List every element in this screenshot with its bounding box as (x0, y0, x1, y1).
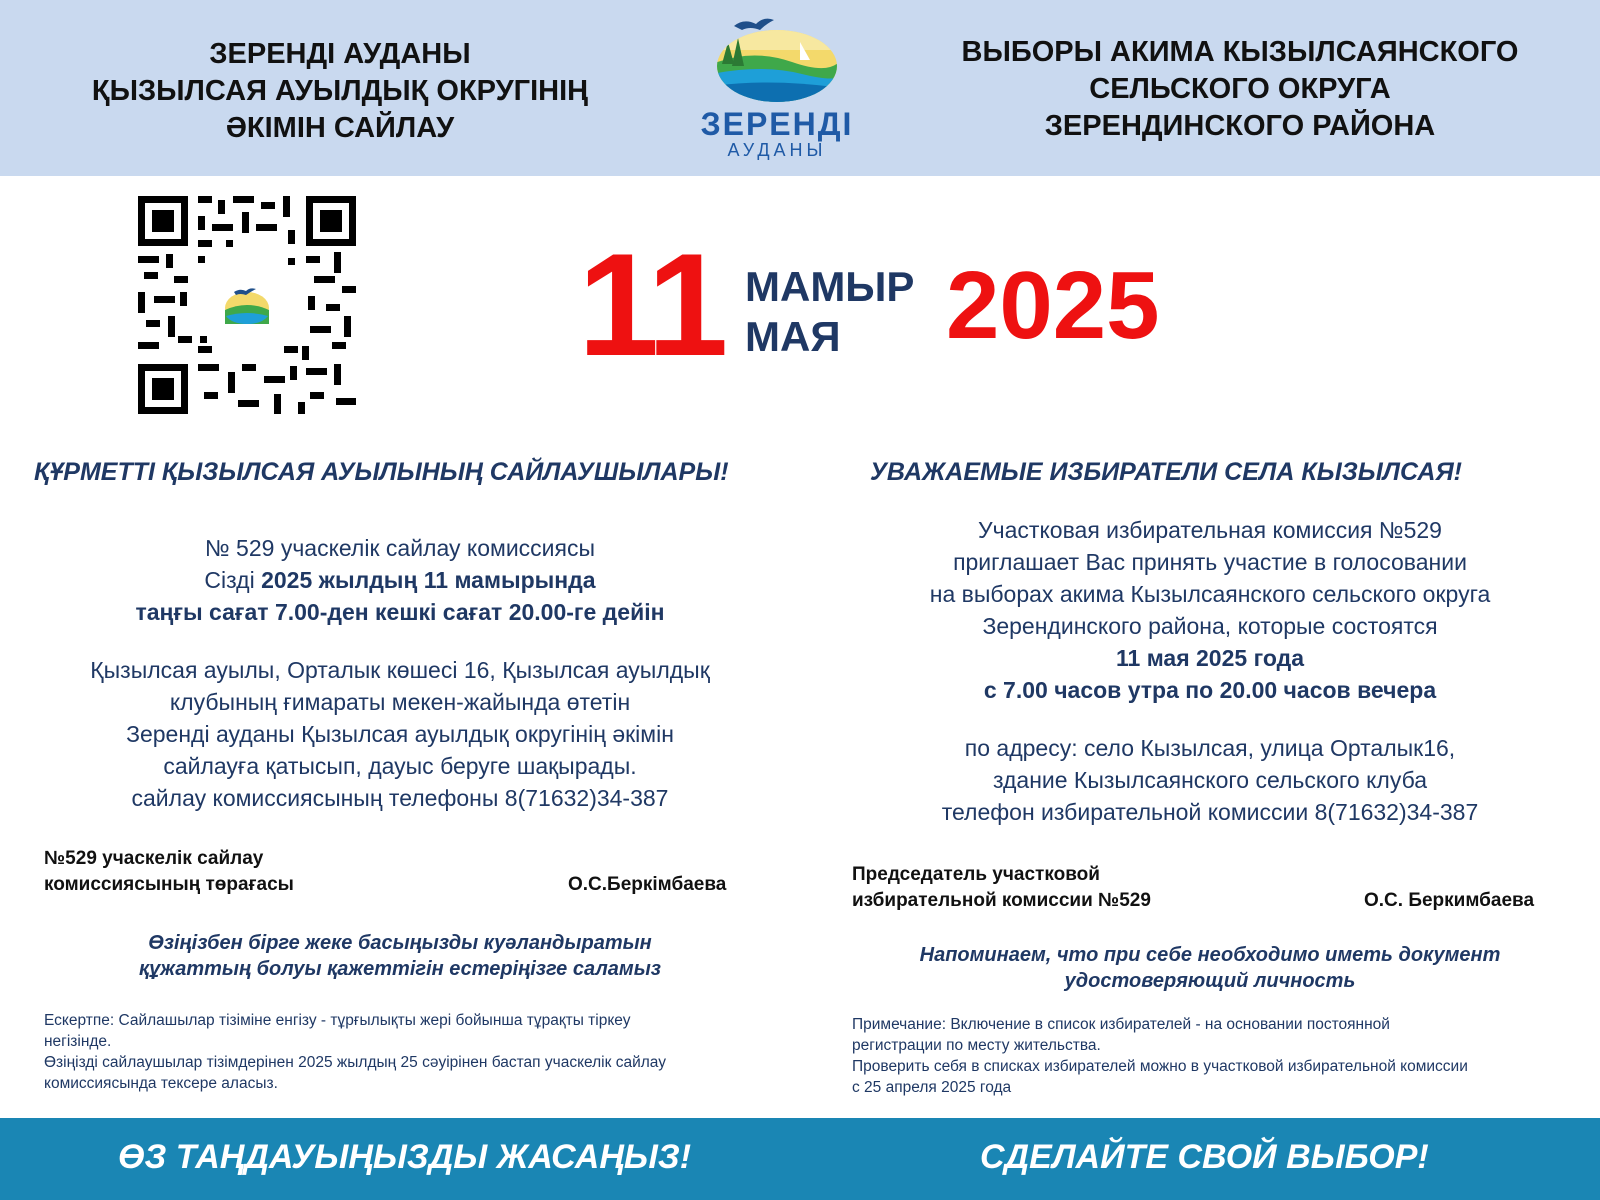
logo-word: ЗЕРЕНДІ (700, 106, 854, 142)
ru-note-line: Проверить себя в списках избирателей можно в участковой избирательной комиссии (852, 1058, 1468, 1075)
kz-invite-line: № 529 учаскелік сайлау комиссиясы (204, 535, 596, 561)
kz-note (44, 1010, 784, 1094)
logo-emblem-icon (682, 8, 872, 108)
header-band (0, 0, 1600, 176)
kz-invite-pre: Сізді (204, 567, 262, 593)
qr-code-icon[interactable] (138, 196, 356, 414)
kz-title: ҚҰРМЕТТІ ҚЫЗЫЛСАЯ АУЫЛЫНЫҢ САЙЛАУШЫЛАРЫ! (34, 458, 729, 486)
election-day: 11 (578, 223, 725, 386)
ru-title: УВАЖАЕМЫЕ ИЗБИРАТЕЛИ СЕЛА КЫЗЫЛСАЯ! (870, 458, 1463, 486)
kz-address-line: сайлау комиссиясының телефоны 8(71632)34-387 (131, 785, 669, 811)
kz-invite-line (20, 564, 780, 596)
ru-note-line: с 25 апреля 2025 года (852, 1079, 1012, 1096)
kz-note-line: Ескертпе: Сайлашылар тізіміне енгізу - тұрғылықты жері бойынша тұрақты тіркеу (44, 1012, 631, 1029)
kz-signature-line: комиссиясының төрағасы (44, 874, 294, 895)
ru-reminder (850, 942, 1570, 994)
ru-invite-line: Зерендинского района, которые состоятся (982, 613, 1438, 639)
kz-note-line: негізінде. (44, 1033, 112, 1050)
district-logo (682, 8, 872, 158)
header-ru-line: ЗЕРЕНДИНСКОГО РАЙОНА (1044, 110, 1436, 142)
kz-note-line: Өзіңізді сайлаушылар тізімдерінен 2025 жылдың 25 сәуірінен бастап учаскелік сайлау (44, 1054, 666, 1071)
ru-invite-time-text: с 7.00 часов утра по 20.00 часов вечера (983, 677, 1437, 703)
ru-note-line: регистрации по месту жительства. (852, 1037, 1101, 1054)
ru-signature-line: Председатель участковой (852, 864, 1100, 885)
ru-reminder-line: Напоминаем, что при себе необходимо иметь документ (919, 944, 1501, 966)
logo-sub: АУДАНЫ (727, 140, 827, 160)
ru-note (852, 1014, 1592, 1098)
ru-chair-name: О.С. Беркимбаева (1364, 890, 1535, 911)
header-kz-line: ҚЫЗЫЛСАЯ АУЫЛДЫҚ ОКРУГІНІҢ (91, 75, 589, 107)
kz-signature-line: №529 учаскелік сайлау (44, 848, 264, 869)
kz-invitation (20, 532, 780, 628)
ru-invite-time (850, 674, 1570, 706)
ru-invite-line: на выборах акима Кызылсаянского сельского округа (929, 581, 1491, 607)
kz-reminder-line: Өзіңізбен бірге жеке басыңызды куәландыратын (148, 932, 652, 954)
election-month (745, 262, 914, 362)
kz-note-line: комиссиясында тексере аласыз. (44, 1075, 278, 1092)
kz-address-line: клубының ғимараты мекен-жайында өтетін (169, 689, 631, 715)
kz-address-line: сайлауға қатысып, дауыс беруге шақырады. (163, 753, 637, 779)
kz-invite-date: 2025 жылдың 11 мамырында (261, 567, 596, 593)
ru-address (850, 732, 1570, 828)
kz-signature (44, 846, 294, 898)
footer-slogan-kz: ӨЗ ТАҢДАУЫҢЫЗДЫ ЖАСАҢЫЗ! (118, 1138, 692, 1176)
header-ru-line: СЕЛЬСКОГО ОКРУГА (1089, 73, 1391, 105)
header-title-kz (40, 36, 640, 147)
kz-address (20, 654, 780, 814)
ru-invite-date (850, 642, 1570, 674)
ru-invitation (850, 514, 1570, 706)
kz-chair-name: О.С.Беркімбаева (568, 874, 727, 895)
month-kz: МАМЫР (745, 263, 915, 310)
ru-signature-line: избирательной комиссии №529 (852, 890, 1151, 911)
election-year: 2025 (946, 252, 1160, 359)
ru-signature (852, 862, 1151, 914)
ru-reminder-line: удостоверяющий личность (1064, 970, 1356, 992)
footer-band (0, 1118, 1600, 1200)
ru-invite-line: приглашает Вас принять участие в голосовании (953, 549, 1467, 575)
ru-invite-date-text: 11 мая 2025 года (1116, 645, 1304, 671)
ru-address-line: по адресу: село Кызылсая, улица Орталык16, (964, 735, 1456, 761)
footer-slogan-ru: СДЕЛАЙТЕ СВОЙ ВЫБОР! (980, 1138, 1429, 1176)
kz-address-line: Зеренді ауданы Қызылсая ауылдық округінің әкімін (126, 721, 674, 747)
month-ru: МАЯ (745, 313, 841, 360)
header-ru-line: ВЫБОРЫ АКИМА КЫЗЫЛСАЯНСКОГО (961, 36, 1519, 68)
kz-address-line: Қызылсая ауылы, Орталык көшесі 16, Қызылсая ауылдық (90, 657, 710, 683)
kz-reminder-line: құжаттың болуы қажеттігін естеріңізге саламыз (138, 958, 661, 980)
header-kz-line: ӘКІМІН САЙЛАУ (225, 112, 455, 144)
header-kz-line: ЗЕРЕНДІ АУДАНЫ (209, 38, 471, 70)
header-title-ru (920, 34, 1560, 145)
kz-invite-time (20, 596, 780, 628)
ru-address-line: телефон избирательной комиссии 8(71632)34-387 (941, 799, 1479, 825)
ru-address-line: здание Кызылсаянского сельского клуба (992, 767, 1428, 793)
ru-note-line: Примечание: Включение в список избирателей - на основании постоянной (852, 1016, 1390, 1033)
ru-invite-line: Участковая избирательная комиссия №529 (978, 517, 1442, 543)
kz-reminder (20, 930, 780, 982)
kz-invite-time-text: таңғы сағат 7.00-ден кешкі сағат 20.00-ге дейін (135, 599, 665, 625)
